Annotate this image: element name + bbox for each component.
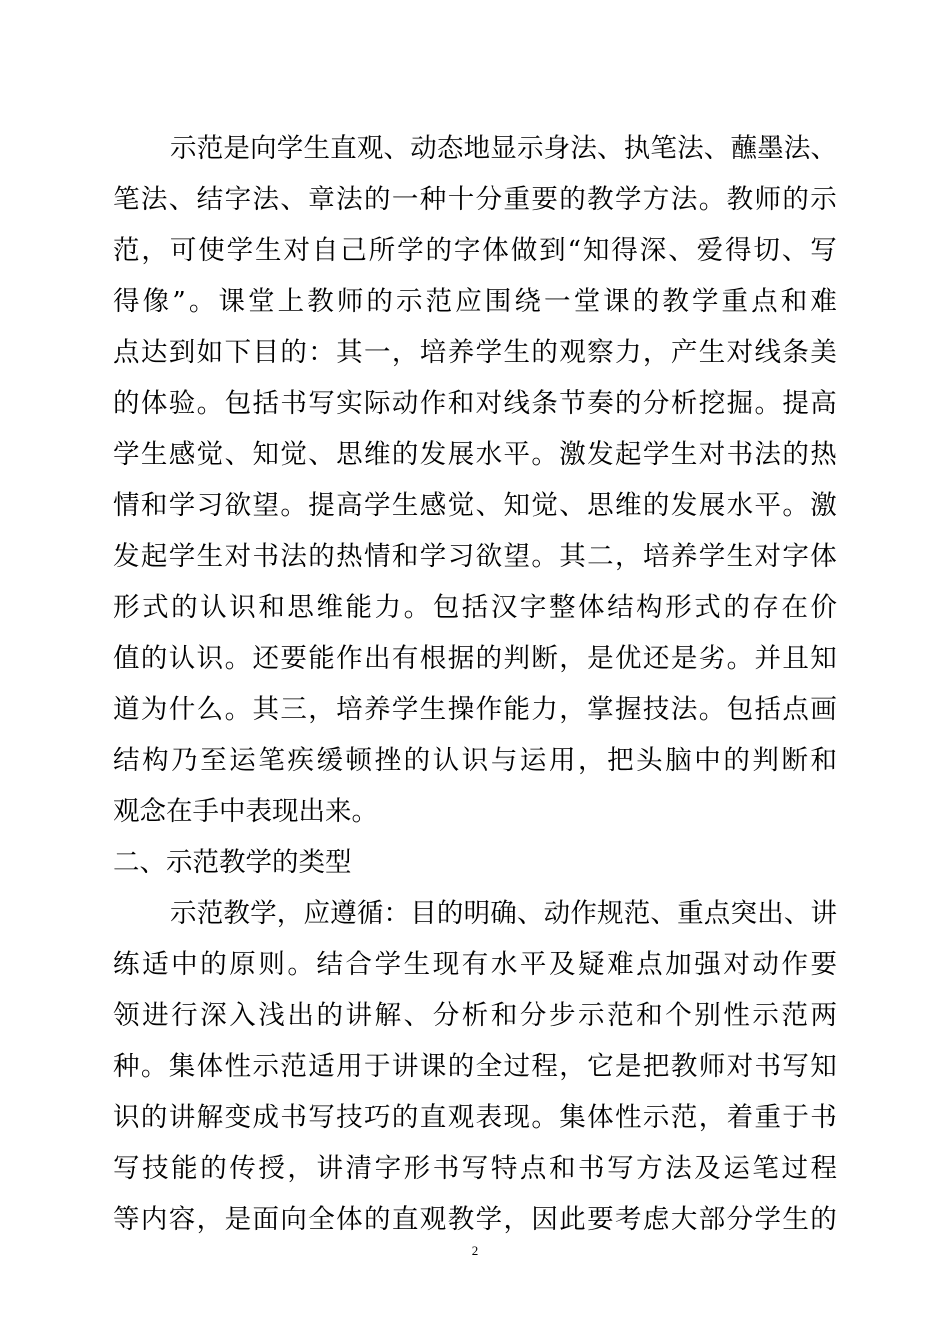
text-line: 二、示范教学的类型 [113,847,352,878]
text-line: 写 技 能 的 传 授 ， 讲 清 字 形 书 写 特 点 和 书 写 方 法 及 运 笔 过 程 [113,1153,837,1184]
text-line: 领 进 行 深 入 浅 出 的 讲 解 、 分 析 和 分 步 示 范 和 个 别 性 示 范 两 [113,1000,837,1031]
text-line: 结 构 乃 至 运 笔 疾 缓 顿 挫 的 认 识 与 运 用 ， 把 头 脑 中 的 判 断 和 [113,745,837,776]
text-line: 情 和 学 习 欲 望 。 提 高 学 生 感 觉 、 知 觉 、 思 维 的 发 展 水 平 。 激 [113,490,837,521]
text-line: 种 。 集 体 性 示 范 适 用 于 讲 课 的 全 过 程 ， 它 是 把 教 师 对 书 写 知 [113,1051,837,1082]
paragraph-demonstration-types [113,888,837,1245]
paragraph-demonstration-purpose [113,123,837,837]
text-line: 发 起 学 生 对 书 法 的 热 情 和 学 习 欲 望 。 其 二 ， 培 养 学 生 对 字 体 [113,541,837,572]
text-line: 示 范 教 学 ， 应 遵 循 ： 目 的 明 确 、 动 作 规 范 、 重 点 突 出 、 讲 [170,898,837,929]
text-line: 识 的 讲 解 变 成 书 写 技 巧 的 直 观 表 现 。 集 体 性 示 范 ， 着 重 于 书 [113,1102,837,1133]
page-number: 2 [471,1243,479,1258]
text-line: 笔 法 、 结 字 法 、 章 法 的 一 种 十 分 重 要 的 教 学 方 法 。 教 师 的 示 [113,184,837,215]
text-line: 值 的 认 识 。 还 要 能 作 出 有 根 据 的 判 断 ， 是 优 还 是 劣 。 并 且 知 [113,643,837,674]
body-text [113,123,837,1245]
text-line: 等 内 容 ， 是 面 向 全 体 的 直 观 教 学 ， 因 此 要 考 虑 大 部 分 学 生 的 [113,1204,837,1235]
text-line: 学 生 感 觉 、 知 觉 、 思 维 的 发 展 水 平 。 激 发 起 学 生 对 书 法 的 热 [113,439,837,470]
text-line: 观念在手中表现出来。 [113,796,378,827]
text-line: 范 ， 可 使 学 生 对 自 己 所 学 的 字 体 做 到 “ 知 得 深 、 爱 得 切 、 写 [113,235,837,266]
text-line: 点 达 到 如 下 目 的 ： 其 一 ， 培 养 学 生 的 观 察 力 ， 产 生 对 线 条 美 [113,337,837,368]
text-line: 的 体 验 。 包 括 书 写 实 际 动 作 和 对 线 条 节 奏 的 分 析 挖 掘 。 提 高 [113,388,837,419]
text-line: 示 范 是 向 学 生 直 观 、 动 态 地 显 示 身 法 、 执 笔 法 、 蘸 墨 法 、 [170,133,837,164]
text-line: 得 像 ” 。 课 堂 上 教 师 的 示 范 应 围 绕 一 堂 课 的 教 学 重 点 和 难 [113,286,837,317]
text-line: 练 适 中 的 原 则 。 结 合 学 生 现 有 水 平 及 疑 难 点 加 强 对 动 作 要 [113,949,837,980]
section-heading [113,837,837,888]
text-line: 道 为 什 么 。 其 三 ， 培 养 学 生 操 作 能 力 ， 掌 握 技 法 。 包 括 点 画 [113,694,837,725]
text-line: 形 式 的 认 识 和 思 维 能 力 。 包 括 汉 字 整 体 结 构 形 式 的 存 在 价 [113,592,837,623]
